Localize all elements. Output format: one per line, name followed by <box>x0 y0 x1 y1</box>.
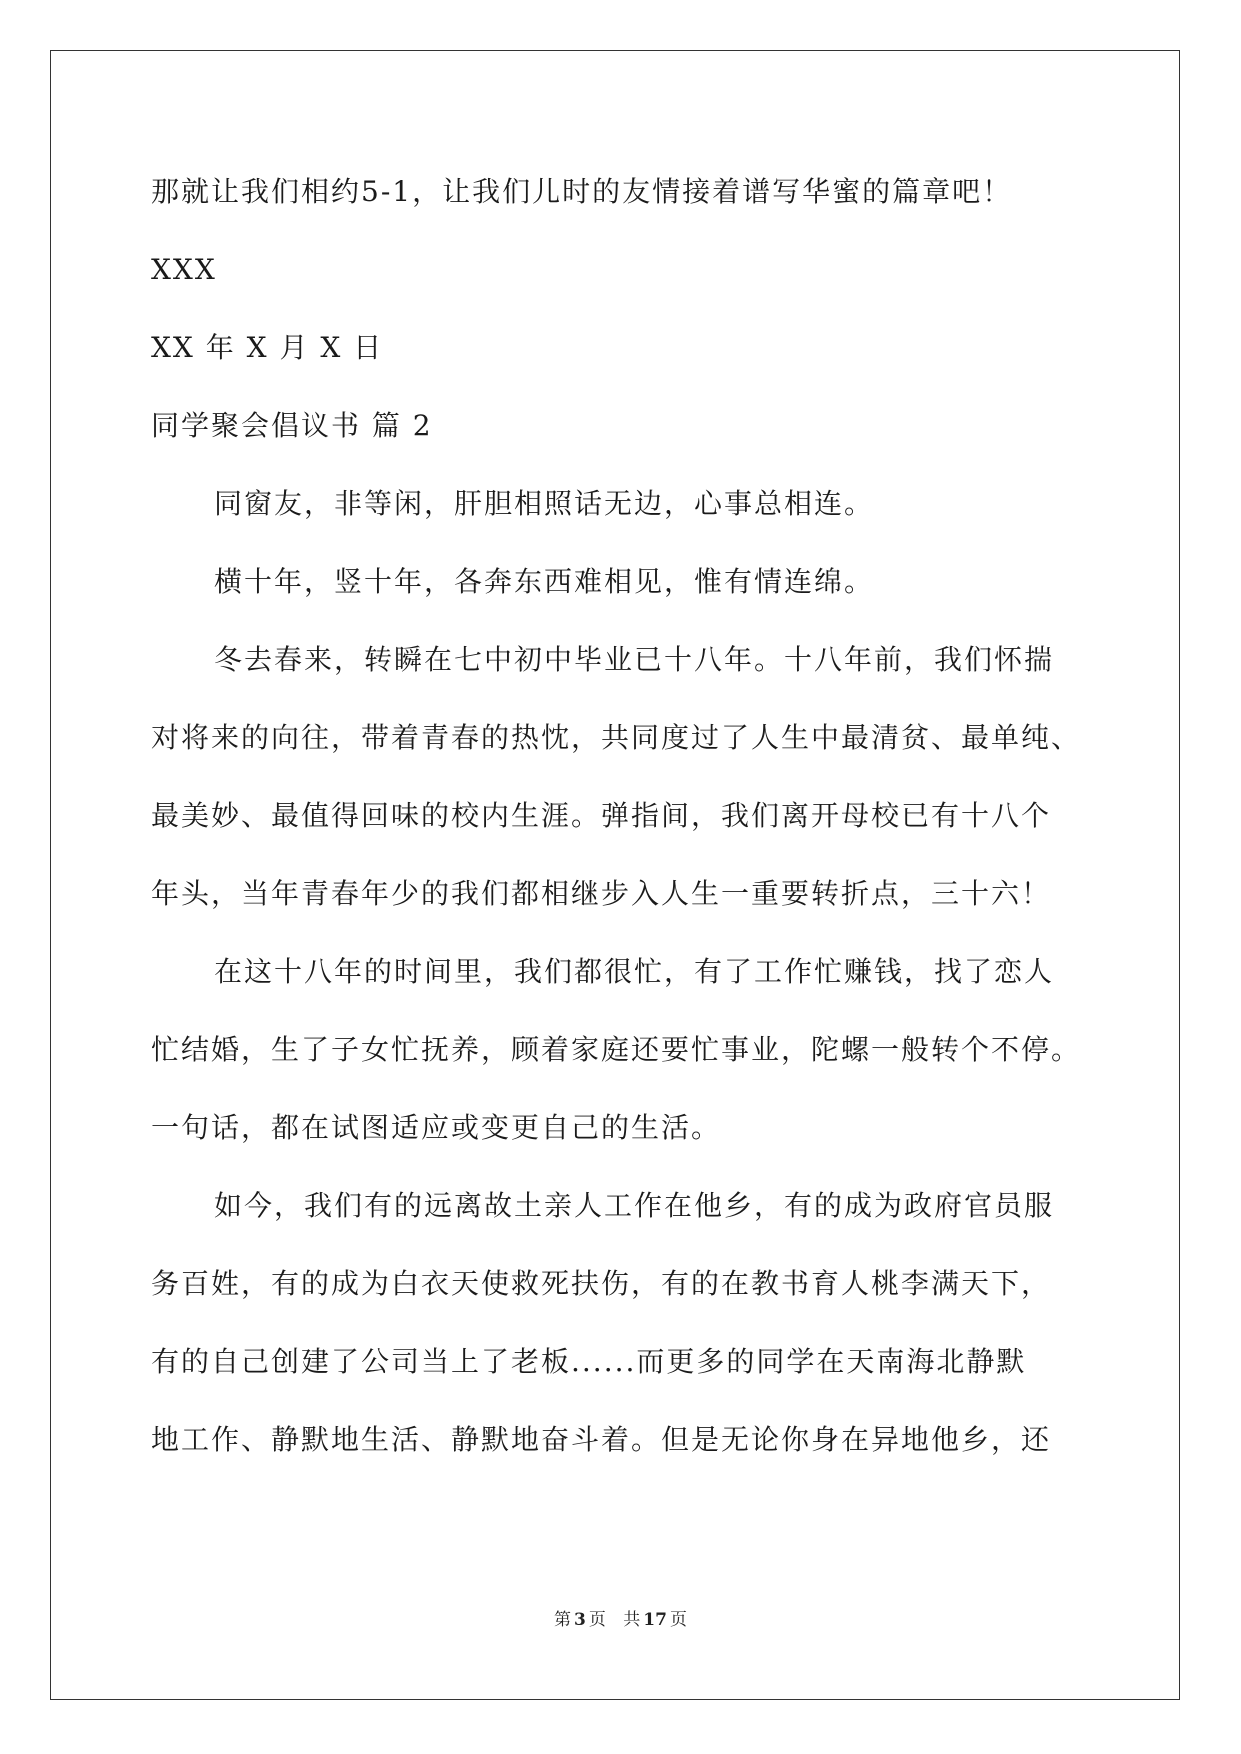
text-line-15: 务百姓，有的成为白衣天使救死扶伤，有的在教书育人桃李满天下， <box>151 1267 1052 1300</box>
signature-name: XXX <box>151 253 217 286</box>
text-line-17: 地工作、静默地生活、静默地奋斗着。但是无论你身在异地他乡，还 <box>151 1423 1052 1456</box>
text-line-12: 忙结婚，生了子女忙抚养，顾着家庭还要忙事业，陀螺一般转个不停。 <box>151 1033 1082 1066</box>
text-line-5: 同窗友，非等闲，肝胆相照话无边，心事总相连。 <box>214 487 875 520</box>
text-line-11: 在这十八年的时间里，我们都很忙，有了工作忙赚钱，找了恋人 <box>214 955 1055 988</box>
signature-date: XX 年 X 月 X 日 <box>151 331 384 364</box>
text-line-10: 年头，当年青春年少的我们都相继步入人生一重要转折点，三十六！ <box>151 877 1052 910</box>
text-line-1: 那就让我们相约5-1，让我们儿时的友情接着谱写华蜜的篇章吧！ <box>151 175 1013 208</box>
text-line-6: 横十年，竖十年，各奔东西难相见，惟有情连绵。 <box>214 565 875 598</box>
footer-page-indicator: 第 3 页 <box>554 1610 606 1630</box>
footer-total-indicator: 共 17 页 <box>623 1610 687 1630</box>
text-line-7: 冬去春来，转瞬在七中初中毕业已十八年。十八年前，我们怀揣 <box>214 643 1055 676</box>
text-line-8: 对将来的向往，带着青春的热忱，共同度过了人生中最清贫、最单纯、 <box>151 721 1082 754</box>
page-footer <box>0 1608 1241 1632</box>
text-line-9: 最美妙、最值得回味的校内生涯。弹指间，我们离开母校已有十八个 <box>151 799 1052 832</box>
text-line-14: 如今，我们有的远离故土亲人工作在他乡，有的成为政府官员服 <box>214 1189 1055 1222</box>
section-title: 同学聚会倡议书 篇 2 <box>151 409 433 442</box>
text-line-13: 一句话，都在试图适应或变更自己的生活。 <box>151 1111 722 1144</box>
text-line-16: 有的自己创建了公司当上了老板......而更多的同学在天南海北静默 <box>151 1345 1027 1378</box>
